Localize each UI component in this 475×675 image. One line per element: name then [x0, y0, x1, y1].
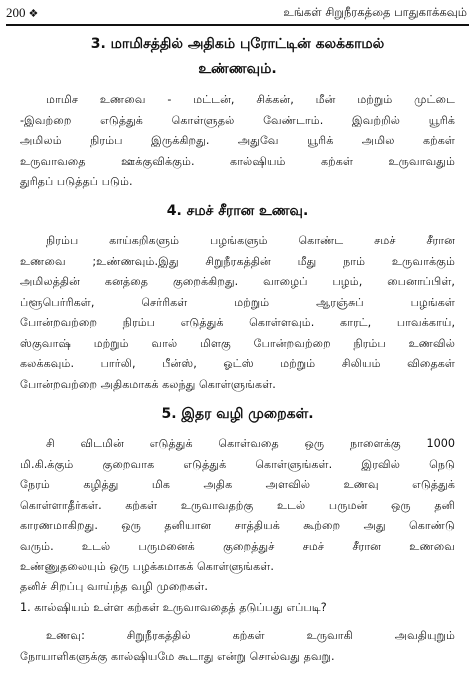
section3-title-line2: உண்ணவும். [198, 61, 277, 77]
paragraph-line: கொள்ளாதீர்கள். கற்கள் உருவாவதற்கு உடல் பருமன் ஒரு தனி [20, 498, 455, 512]
answer-paragraph [20, 626, 455, 667]
paragraph-line: உணவு: சிறுநீரகத்தில் கற்கள் உருவாகி அவதியுறும் [46, 629, 455, 642]
special-methods-heading: தனிச் சிறப்பு வாய்ந்த வழி முறைகள். [20, 580, 208, 593]
page-number-text: 200 [6, 5, 26, 20]
question-1: 1. கால்ஷியம் உள்ள கற்கள் உருவாவதைத் தடுப்பது எப்படி? [20, 601, 327, 614]
page-number [6, 5, 38, 21]
paragraph-line: மாமிச உணவை - மட்டன், சிக்கன், மீன் மற்றும் முட்டை [46, 93, 455, 106]
paragraph-line: நேரம் கழித்து மிக அதிக அளவில் உணவு எடுத்துக் [20, 478, 455, 491]
section3-paragraph [20, 90, 455, 193]
paragraph-line: நோயாளிகளுக்கு கால்ஷியமே கூடாது என்று சொல்வது தவறு. [20, 649, 335, 663]
paragraph-line: போன்றவற்றை நிரம்ப எடுத்துக் கொள்ளவும். காரட், பாவக்காய், [20, 316, 455, 329]
paragraph-line: நிரம்ப காய்கறிகளும் பழங்களும் கொண்ட சமச் சீரான [46, 234, 455, 247]
paragraph-line: உருவாவதை ஊக்குவிக்கும். கால்ஷியம் கற்கள் உருவாவதும் [20, 154, 455, 168]
paragraph-line: காரணமாகிறது. ஒரு தனியான சாத்தியக் கூற்றை அது கொண்டு [20, 519, 455, 532]
paragraph-line: கலக்கவும். பார்லி, பீன்ஸ், ஓட்ஸ் மற்றும் சிலியம் விதைகள் [20, 357, 455, 370]
ornament-icon: ❖ [28, 8, 39, 20]
section5-title: 5. இதர வழி முறைகள். [161, 406, 314, 422]
paragraph-line: உண்ணுதலையும் ஒரு பழக்கமாகக் கொள்ளுங்கள். [20, 560, 274, 573]
paragraph-line: அமிலம் நிரம்ப இருக்கிறது. அதுவே யூரிக் அமில கற்கள் [20, 134, 455, 147]
paragraph-line: துரிதப் படுத்தப் படும். [20, 175, 133, 188]
section3-title-line1: 3. மாமிசத்தில் அதிகம் புரோட்டின் கலக்காமல் [90, 36, 385, 52]
section5-paragraph [20, 434, 455, 578]
paragraph-line: ப்ளூபெர்ரிகள், செர்ரிகள் மற்றும் ஆரஞ்சுப் பழங்கள் [20, 295, 455, 309]
paragraph-line: வரும். உடல் பருமனைக் குறைத்துச் சமச் சீரான உணவை [20, 539, 455, 553]
page-header [6, 4, 469, 26]
paragraph-line: அமிலத்தின் கனத்தை குறைக்கிறது. வாழைப் பழம், பைனாப்பிள், [20, 275, 455, 288]
paragraph-line: ஸ்குவாஷ் மற்றும் வால் மிளகு போன்றவற்றை நிரம்ப உணவில் [20, 336, 455, 350]
paragraph-line: -இவற்றை எடுத்துக் கொள்ளுதல் வேண்டாம். இவற்றில் யூரிக் [20, 113, 455, 127]
paragraph-line: மி.கி.க்கும் குறைவாக எடுத்துக் கொள்ளுங்கள். இரவில் நெடு [20, 457, 455, 471]
running-title: உங்கள் சிறுநீரகத்தை பாதுகாக்கவும் [283, 5, 467, 19]
section4-paragraph [20, 231, 455, 395]
section4-title: 4. சமச் சீரான உணவு. [166, 203, 309, 219]
paragraph-line: சி விடமின் எடுத்துக் கொள்வதை ஒரு நாளைக்கு 1000 [46, 437, 455, 450]
paragraph-line: உணவை ;உண்ணவும்.இது சிறுநீரகத்தின் மீது நாம் உருவாக்கும் [20, 254, 455, 268]
paragraph-line: போன்றவற்றை அதிகமாகக் கலந்து கொள்ளுங்கள். [20, 377, 276, 391]
